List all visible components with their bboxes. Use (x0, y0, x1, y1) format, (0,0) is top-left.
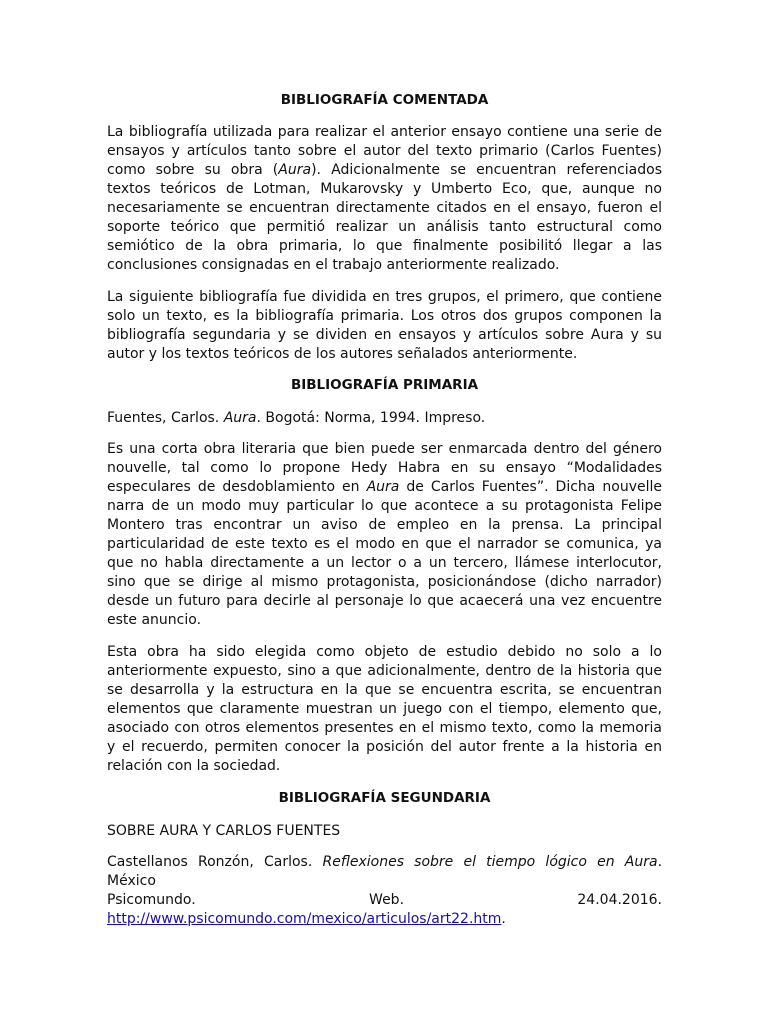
heading-bibliografia-primaria: BIBLIOGRAFÍA PRIMARIA (290, 377, 479, 393)
primary-citation (107, 409, 662, 428)
secondary-citation-place: . México (107, 854, 663, 889)
secondary-subheading: SOBRE AURA Y CARLOS FUENTES (107, 823, 341, 839)
primary-p1-text-b: de Carlos Fuentes”. Dicha nouvelle narra de un modo muy particular lo que acontece a su protagonista Felipe Montero tras encontrar un aviso de empleo en la prensa. La principal particularidad de este texto es el modo en que el narrador se comunica, ya que no habla directamente a un lector o a un tercero, llámese interlocutor, sino que se dirige al mismo protagonista, posicionándose (dicho narrador) desde un futuro para decirle al personaje lo que acaecerá una vez encuentre este anuncio. (107, 479, 663, 628)
secondary-citation-end: . (501, 911, 506, 927)
secondary-citation-medium: Web. (369, 892, 405, 908)
primary-p1-italic-aura: Aura (366, 479, 400, 495)
secondary-citation (107, 853, 662, 929)
primary-citation-author: Fuentes, Carlos. (107, 410, 224, 426)
primary-paragraph-1 (107, 440, 662, 630)
intro-paragraph-2: La siguiente bibliografía fue dividida en tres grupos, el primero, que contiene solo un texto, es la bibliografía primaria. Los otros dos grupos componen la bibliografía segundaria y se dividen en ensayos y artículos sobre Aura y su autor y los textos teóricos de los autores señalados anteriormente. (107, 289, 662, 362)
heading-bibliografia-comentada: BIBLIOGRAFÍA COMENTADA (280, 92, 489, 108)
primary-p1-text-a: Es una corta obra literaria que bien puede ser enmarcada dentro del género nouvelle, tal como lo propone Hedy Habra en su ensayo “Modalidades especulares de desdoblamiento en (107, 441, 662, 495)
primary-citation-rest: . Bogotá: Norma, 1994. Impreso. (256, 410, 486, 426)
intro-paragraph-1 (107, 123, 662, 275)
secondary-citation-date: 24.04.2016. (577, 892, 662, 908)
secondary-citation-link[interactable]: http://www.psicomundo.com/mexico/articulos/art22.htm (107, 911, 502, 927)
secondary-citation-line-3 (107, 910, 662, 929)
secondary-citation-publisher: Psicomundo. (107, 892, 196, 908)
intro-p1-italic-aura: Aura (278, 162, 312, 178)
primary-citation-title: Aura (223, 410, 257, 426)
primary-paragraph-2: Esta obra ha sido elegida como objeto de estudio debido no solo a lo anteriormente expuesto, sino a que adicionalmente, dentro de la historia que se desarrolla y la estructura en la que se encuentra escrita, se encuentran elementos que claramente muestran un juego con el tiempo, elemento que, asociado con otros elementos presentes en el mismo texto, como la memoria y el recuerdo, permiten conocer la posición del autor frente a la historia en relación con la sociedad. (107, 644, 662, 774)
secondary-citation-author: Castellanos Ronzón, Carlos. (107, 854, 323, 870)
secondary-citation-line-2 (107, 891, 662, 910)
secondary-citation-line-1 (107, 853, 662, 891)
heading-bibliografia-segundaria: BIBLIOGRAFÍA SEGUNDARIA (278, 790, 491, 806)
intro-p1-text-b: ). Adicionalmente se encuentran referenciados textos teóricos de Lotman, Mukarovsky y Umberto Eco, que, aunque no necesariamente se encuentran directamente citados en el ensayo, fueron el soporte teórico que permitió realizar un análisis tanto estructural como semiótico de la obra primaria, lo que finalmente posibilitó llegar a las conclusiones consignadas en el trabajo anteriormente realizado. (107, 162, 662, 273)
secondary-citation-title: Reflexiones sobre el tiempo lógico en Aura (322, 854, 658, 870)
intro-p1-text-a: La bibliografía utilizada para realizar el anterior ensayo contiene una serie de ensayos y artículos tanto sobre el autor del texto primario (Carlos Fuentes) como sobre su obra ( (107, 124, 662, 178)
